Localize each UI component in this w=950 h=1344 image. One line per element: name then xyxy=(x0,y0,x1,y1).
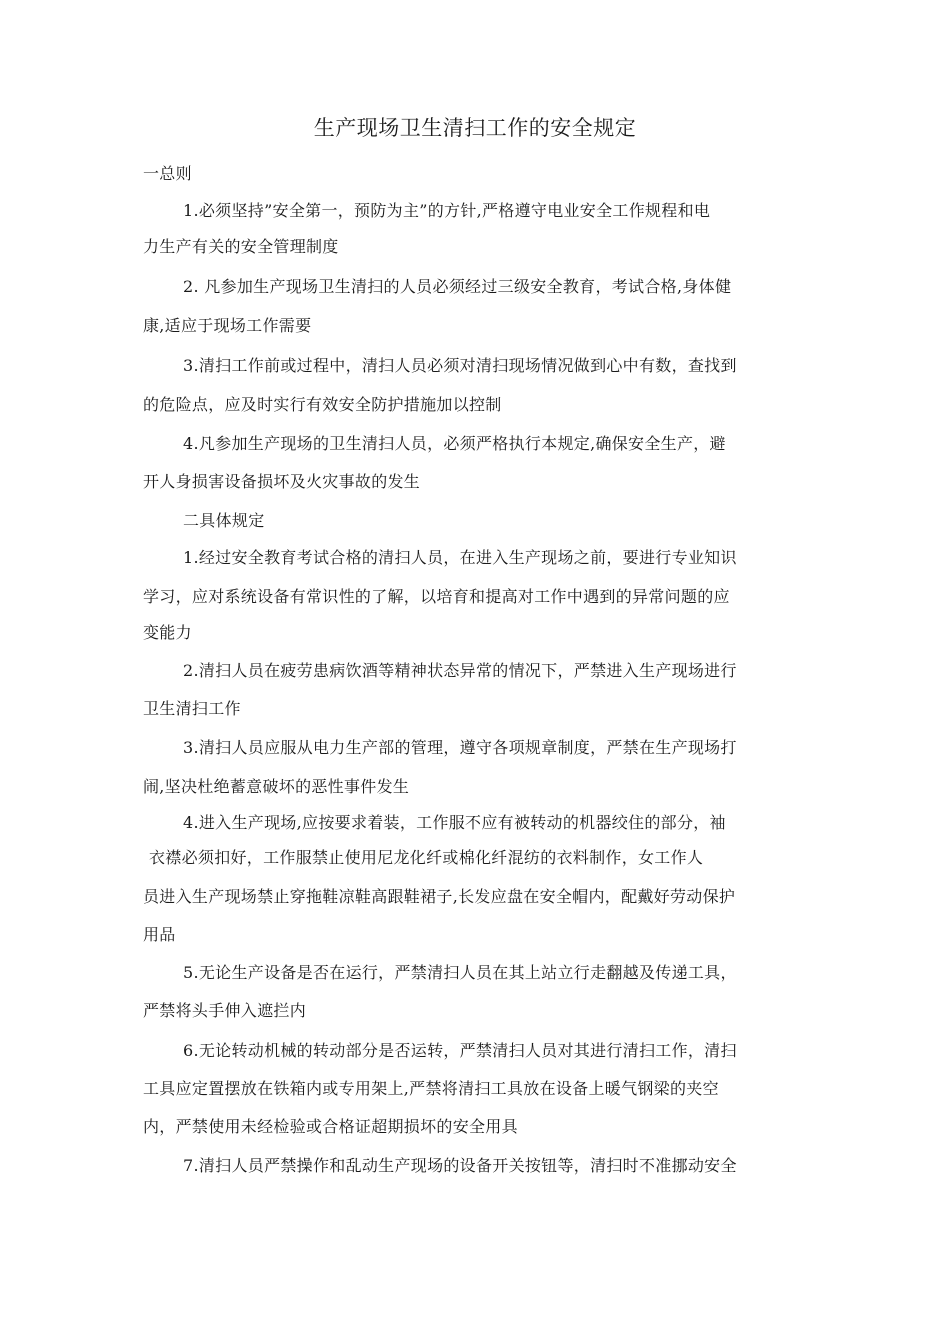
paragraph-line: 员进入生产现场禁止穿拖鞋凉鞋高跟鞋裙子,长发应盘在安全帽内，配戴好劳动保护 xyxy=(143,887,736,906)
paragraph-line: 3.清扫人员应服从电力生产部的管理，遵守各项规章制度，严禁在生产现场打 xyxy=(183,738,737,757)
paragraph-line: 7.清扫人员严禁操作和乱动生产现场的设备开关按钮等，清扫时不准挪动安全 xyxy=(183,1156,737,1175)
section-heading-specific: 二具体规定 xyxy=(183,511,265,530)
paragraph-line: 4.进入生产现场,应按要求着装，工作服不应有被转动的机器绞住的部分，袖 xyxy=(183,813,726,832)
paragraph-line: 力生产有关的安全管理制度 xyxy=(143,237,339,256)
paragraph-line: 闹,坚决杜绝蓄意破坏的恶性事件发生 xyxy=(143,777,410,796)
paragraph-line: 工具应定置摆放在铁箱内或专用架上,严禁将清扫工具放在设备上暖气钢梁的夹空 xyxy=(143,1079,719,1098)
paragraph-line: 严禁将头手伸入遮拦内 xyxy=(143,1001,307,1020)
paragraph-line: 变能力 xyxy=(143,623,192,642)
paragraph-line: 2. 凡参加生产现场卫生清扫的人员必须经过三级安全教育，考试合格,身体健 xyxy=(183,277,732,296)
paragraph-line: 3.清扫工作前或过程中，清扫人员必须对清扫现场情况做到心中有数，查找到 xyxy=(183,356,737,375)
paragraph-line: 康,适应于现场工作需要 xyxy=(143,316,312,335)
paragraph-line: 衣襟必须扣好，工作服禁止使用尼龙化纤或棉化纤混纺的衣料制作，女工作人 xyxy=(149,848,704,867)
paragraph-line: 1.必须坚持”安全第一，预防为主”的方针,严格遵守电业安全工作规程和电 xyxy=(183,201,711,220)
paragraph-line: 用品 xyxy=(143,925,176,944)
paragraph-line: 的危险点，应及时实行有效安全防护措施加以控制 xyxy=(143,395,502,414)
paragraph-line: 1.经过安全教育考试合格的清扫人员，在进入生产现场之前，要进行专业知识 xyxy=(183,548,737,567)
section-heading-general: 一总则 xyxy=(143,164,192,183)
paragraph-line: 学习，应对系统设备有常识性的了解，以培育和提高对工作中遇到的异常问题的应 xyxy=(143,587,730,606)
paragraph-line: 6.无论转动机械的转动部分是否运转，严禁清扫人员对其进行清扫工作，清扫 xyxy=(183,1041,737,1060)
paragraph-line: 开人身损害设备损坏及火灾事故的发生 xyxy=(143,472,421,491)
document-title: 生产现场卫生清扫工作的安全规定 xyxy=(313,116,637,140)
paragraph-line: 5.无论生产设备是否在运行，严禁清扫人员在其上站立行走翻越及传递工具， xyxy=(183,963,737,982)
paragraph-line: 卫生清扫工作 xyxy=(143,699,241,718)
paragraph-line: 内，严禁使用未经检验或合格证超期损坏的安全用具 xyxy=(143,1117,518,1136)
paragraph-line: 2.清扫人员在疲劳患病饮酒等精神状态异常的情况下，严禁进入生产现场进行 xyxy=(183,661,737,680)
paragraph-line: 4.凡参加生产现场的卫生清扫人员，必须严格执行本规定,确保安全生产，避 xyxy=(183,434,726,453)
